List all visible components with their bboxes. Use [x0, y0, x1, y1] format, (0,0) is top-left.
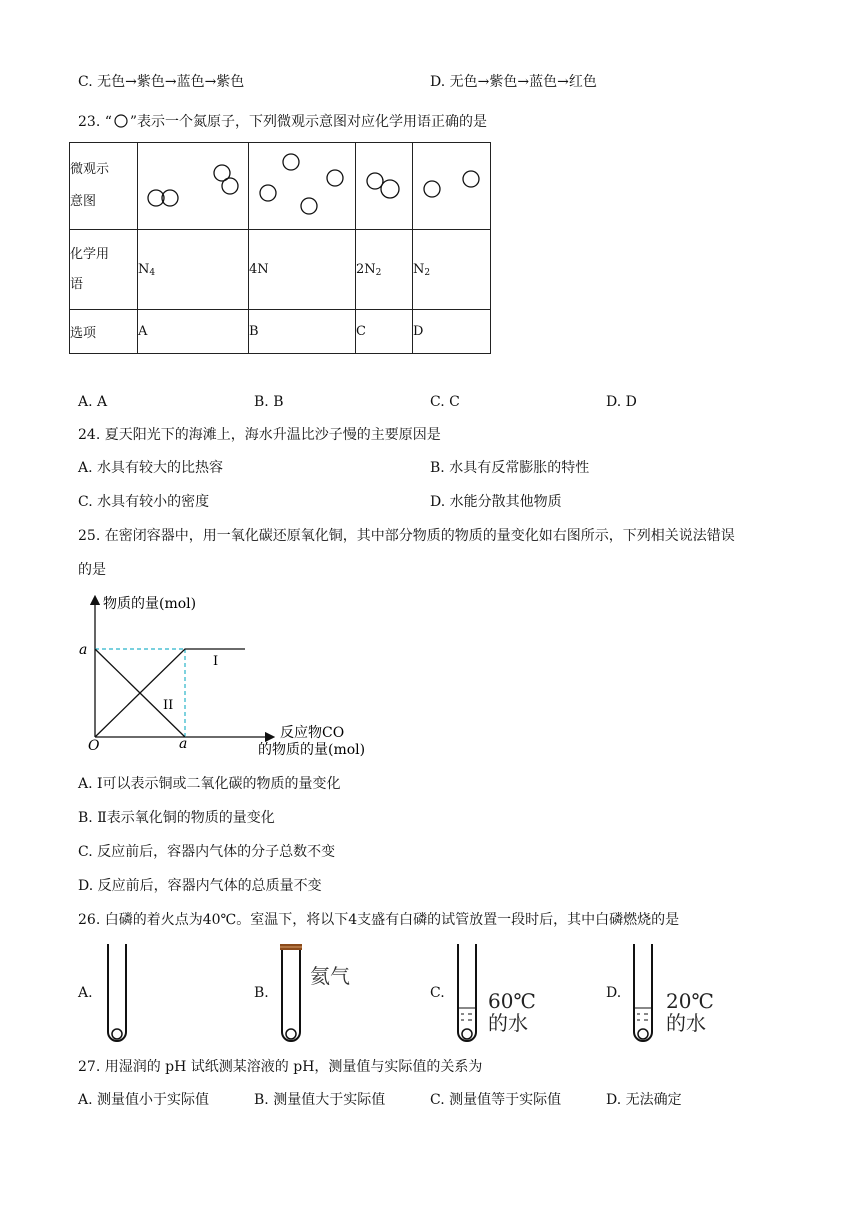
formula-c: $2N_2$: [356, 230, 413, 310]
q25-option-a: A. Ⅰ可以表示铜或二氧化碳的物质的量变化: [78, 776, 341, 792]
formula-d: $N_2$: [413, 230, 491, 310]
option-letter-a: A: [138, 310, 249, 354]
q24-option-c: C. 水具有较小的密度: [78, 494, 210, 510]
diagram-c-molecule: [356, 143, 412, 225]
series-II-label: II: [163, 698, 174, 713]
q27-option-b: B. 测量值大于实际值: [254, 1092, 386, 1108]
q22-option-c: C. 无色→紫色→蓝色→紫色: [78, 74, 245, 90]
x-axis-label-line1: 反应物CO: [280, 725, 345, 741]
test-tube-c: [450, 942, 490, 1042]
q23-answer-d: D. D: [606, 394, 637, 410]
diagram-b-atoms: [249, 143, 355, 225]
white-phosphorus-d: [638, 1029, 648, 1039]
q27-option-c: C. 测量值等于实际值: [430, 1092, 562, 1108]
q25-stem-line2: 的是: [78, 562, 106, 578]
q24-option-d: D. 水能分散其他物质: [430, 494, 562, 510]
tube-d-water-label: 20℃ 的水: [666, 989, 714, 1035]
q23-answer-b: B. B: [254, 394, 284, 410]
q25-option-b: B. Ⅱ表示氧化铜的物质的量变化: [78, 810, 275, 826]
q25-stem-line1: 25. 在密闭容器中，用一氧化碳还原氧化铜，其中部分物质的物质的量变化如右图所示，下列相关说法错误: [78, 528, 735, 544]
q27-stem: 27. 用湿润的 pH 试纸测某溶液的 pH，测量值与实际值的关系为: [78, 1059, 483, 1075]
y-tick-a: a: [79, 642, 88, 658]
white-phosphorus-b: [286, 1029, 296, 1039]
header-option: 选项: [70, 310, 138, 354]
q22-option-d: D. 无色→紫色→蓝色→红色: [430, 74, 597, 90]
q26-label-a: A.: [78, 985, 93, 1001]
x-axis-label-line2: 的物质的量(mol): [258, 742, 366, 758]
white-phosphorus-a: [112, 1029, 122, 1039]
diagram-d-atoms: [413, 143, 490, 225]
diagram-d: [413, 143, 491, 230]
diagram-a-molecules: [138, 143, 248, 225]
diagram-c: [356, 143, 413, 230]
option-letter-c: C: [356, 310, 413, 354]
q27-option-a: A. 测量值小于实际值: [78, 1092, 210, 1108]
q25-option-c: C. 反应前后，容器内气体的分子总数不变: [78, 844, 336, 860]
series-I-label: I: [213, 654, 219, 669]
formula-a: $N_4$: [138, 230, 249, 310]
q23-answer-c: C. C: [430, 394, 460, 410]
q23-stem: [78, 112, 487, 132]
series-I-line: [95, 649, 245, 737]
x-tick-a: a: [179, 736, 188, 752]
test-tube-a: [100, 942, 140, 1042]
q24-option-b: B. 水具有反常膨胀的特性: [430, 460, 590, 476]
q26-label-b: B.: [254, 985, 269, 1001]
option-letter-b: B: [249, 310, 356, 354]
header-formula: 化学用 语: [70, 230, 138, 310]
q26-label-c: C.: [430, 985, 445, 1001]
formula-b: 4N: [249, 230, 356, 310]
diagram-a: [138, 143, 249, 230]
header-micro-diagram: 微观示 意图: [70, 143, 138, 230]
origin-label: O: [88, 738, 100, 754]
q25-option-d: D. 反应前后，容器内气体的总质量不变: [78, 878, 322, 894]
test-tube-d: [626, 942, 666, 1042]
q24-stem: 24. 夏天阳光下的海滩上，海水升温比沙子慢的主要原因是: [78, 427, 441, 443]
tube-b-gas-label: 氦气: [310, 964, 350, 988]
q24-option-a: A. 水具有较大的比热容: [78, 460, 224, 476]
q23-answer-a: A. A: [78, 394, 108, 410]
diagram-b: [249, 143, 356, 230]
q23-stem-prefix: 23. “: [78, 114, 112, 130]
q26-stem: 26. 白磷的着火点为40℃。室温下，将以下4支盛有白磷的试管放置一段时后，其中白磷燃烧的是: [78, 912, 680, 928]
test-tube-b: [274, 942, 314, 1042]
q23-table: [69, 142, 491, 354]
y-axis-label: 物质的量(mol): [103, 596, 197, 612]
option-letter-d: D: [413, 310, 491, 354]
q25-chart: [70, 592, 370, 762]
q23-stem-suffix: ”表示一个氮原子，下列微观示意图对应化学用语正确的是: [129, 114, 488, 130]
tube-c-water-label: 60℃ 的水: [488, 989, 536, 1035]
white-phosphorus-c: [462, 1029, 472, 1039]
q26-label-d: D.: [606, 985, 622, 1001]
q27-option-d: D. 无法确定: [606, 1092, 682, 1108]
atom-circle-icon: [112, 114, 130, 128]
